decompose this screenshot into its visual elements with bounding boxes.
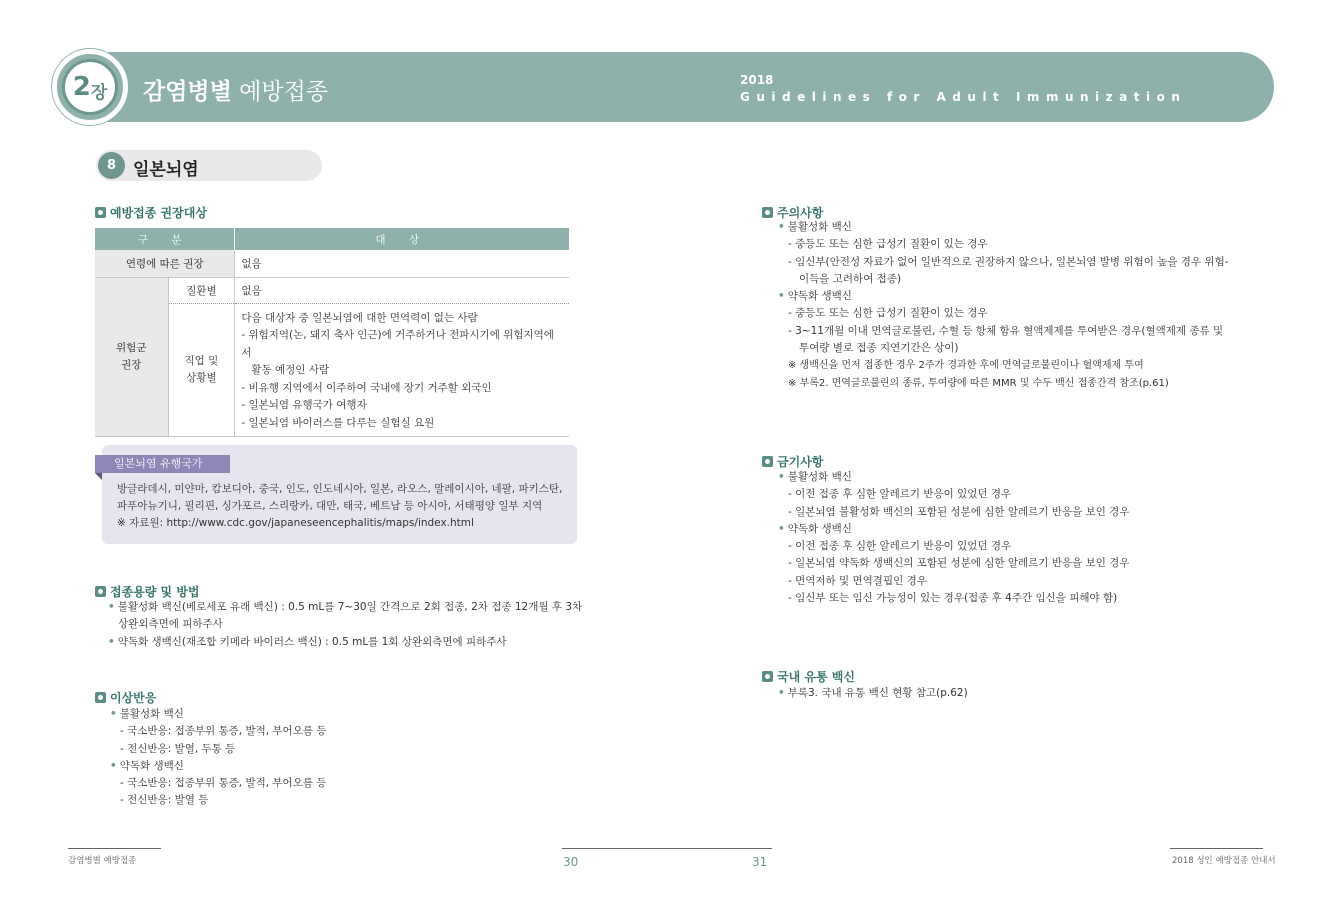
chapter-title: 감염병별 예방접종 xyxy=(143,79,329,105)
bullet-square-icon xyxy=(95,207,106,218)
section-number-badge: 8 xyxy=(98,152,125,179)
bullet-square-icon xyxy=(95,692,106,703)
table-cell-disease-label: 질환별 xyxy=(168,277,235,303)
bullet-square-icon xyxy=(762,456,773,467)
endemic-countries-label: 일본뇌염 유행국가 xyxy=(95,455,230,473)
subheading-caution: 주의사항 xyxy=(762,204,823,221)
dose-list: • 불활성화 백신(베로세포 유래 백신) : 0.5 mL를 7~30일 간격으로 2회 접종, 2차 접종 12개월 후 3차 상완외측면에 피하주사 • 약독화 생백신(재조합 키메라 바이러스 백신) : 0.5 mL를 1회 상완외측면에 피하주사 xyxy=(108,601,583,648)
chapter-word: 장 xyxy=(90,82,108,103)
adverse-list: • 불활성화 백신 - 국소반응: 접종부위 통증, 발적, 부어오름 등 - 전신반응: 발열, 두통 등 • 약독화 생백신 - 국소반응: 접종부위 통증, 발적, 부어오름 등 - 전신반응: 발열 등 xyxy=(110,708,327,807)
endemic-countries-text: 방글라데시, 미얀마, 캄보디아, 중국, 인도, 인도네시아, 일본, 라오스, 말레이시아, 네팔, 파키스탄, 파푸아뉴기니, 필리핀, 싱가포르, 스리랑카, 대만, 태국, 베트남 등 아시아, 서태평양 일부 지역 ※ 자료원: http://www.cdc.gov/japaneseencephalitis/maps/index.html xyxy=(117,483,563,529)
footer-rule-center xyxy=(562,848,772,849)
header-subtitle: Guidelines for Adult Immunization xyxy=(740,90,1187,104)
section-title-pill xyxy=(96,150,322,181)
subheading-adverse: 이상반응 xyxy=(95,689,156,706)
table-cell-disease-value: 없음 xyxy=(235,277,569,303)
chapter-badge xyxy=(52,49,128,125)
domestic-vaccine-list: • 부록3. 국내 유통 백신 현황 참고(p.62) xyxy=(778,687,968,699)
table-cell-age-label: 연령에 따른 권장 xyxy=(95,250,235,277)
footer-rule-left xyxy=(68,848,161,849)
recommendation-table xyxy=(95,228,569,437)
table-cell-job-label: 직업 및 상황별 xyxy=(168,303,235,437)
table-cell-job-value: 다음 대상자 중 일본뇌염에 대한 면역력이 없는 사람 - 위험지역(논, 돼지 축사 인근)에 거주하거나 전파시기에 위험지역에서 활동 예정인 사람 - 비유행 지역에서 이주하여 국내에 장기 거주할 외국인 - 일본뇌염 유행국가 여행자 - 일본뇌염 바이러스를 다루는 실험실 요원 xyxy=(235,303,569,437)
bullet-square-icon xyxy=(762,207,773,218)
subheading-contraindication: 금기사항 xyxy=(762,453,823,470)
page-number-left: 30 xyxy=(563,855,579,869)
chapter-number: 2 xyxy=(72,72,91,102)
label-fold-decoration xyxy=(95,473,102,480)
footer-right-text: 2018 성인 예방접종 안내서 xyxy=(1172,856,1276,866)
contraindication-list: • 불활성화 백신 - 이전 접종 후 심한 알레르기 반응이 있었던 경우 - 일본뇌염 불활성화 백신의 포함된 성분에 심한 알레르기 반응을 보인 경우 • 약독화 생백신 - 이전 접종 후 심한 알레르기 반응이 있었던 경우 - 일본뇌염 약독화 생백신의 포함된 성분에 심한 알레르기 반응을 보인 경우 - 면역저하 및 면역결핍인 경우 - 임신부 또는 임신 가능성이 있는 경우(접종 후 4주간 임신을 피해야 함) xyxy=(778,471,1130,605)
caution-list: • 불활성화 백신 - 중등도 또는 심한 급성기 질환이 있는 경우 - 임신부(안전성 자료가 없어 일반적으로 권장하지 않으나, 일본뇌염 발병 위험이 높을 경우 위험- 이득을 고려하여 접종) • 약독화 생백신 - 중등도 또는 심한 급성기 질환이 있는 경우 - 3~11개월 이내 면역글로불린, 수혈 등 항체 함유 혈액제제를 투여받은 경우(혈액제제 종류 및 투여량 별로 접종 지연기간은 상이) ※ 생백신을 먼저 접종한 경우 2주가 경과한 후에 면역글로불린이나 혈액제제 투여 ※ 부록2. 면역글로불린의 종류, 투여량에 따른 MMR 및 수두 백신 접종간격 참조(p.61) xyxy=(778,221,1229,389)
header-year: 2018 xyxy=(740,73,774,87)
bullet-square-icon xyxy=(762,671,773,682)
table-cell-age-value: 없음 xyxy=(235,250,569,277)
section-title: 일본뇌염 xyxy=(133,160,199,180)
footer-rule-right xyxy=(1170,848,1263,849)
subheading-recommendation: 예방접종 권장대상 xyxy=(95,204,207,221)
bullet-square-icon xyxy=(95,586,106,597)
page-number-right: 31 xyxy=(752,855,768,869)
footer-left-text: 감염병별 예방접종 xyxy=(68,856,137,866)
table-cell-risk-label: 위험군 권장 xyxy=(95,277,168,437)
table-header-category: 구 분 xyxy=(95,228,235,250)
subheading-dose: 접종용량 및 방법 xyxy=(95,583,200,600)
subheading-domestic-vaccine: 국내 유통 백신 xyxy=(762,668,855,685)
table-header-target: 대 상 xyxy=(235,228,569,250)
